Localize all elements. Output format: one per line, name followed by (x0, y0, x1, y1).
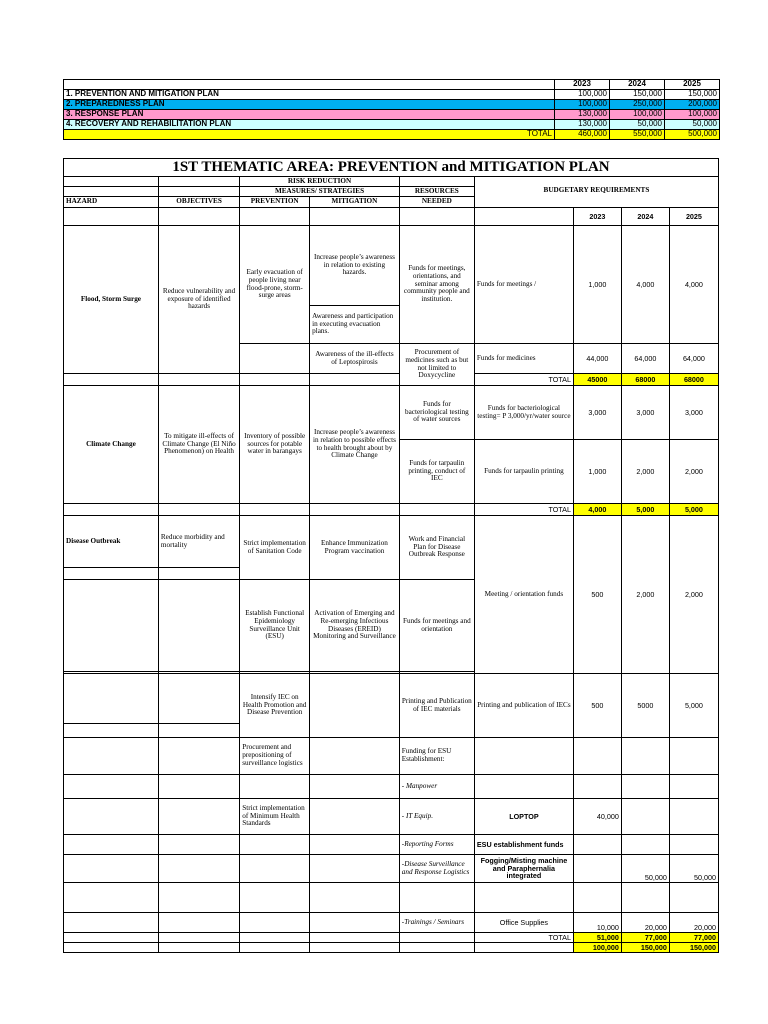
year-header: 2023 (573, 208, 621, 226)
climate-total: 4,000 (573, 504, 621, 516)
summary-year: 2025 (665, 80, 720, 90)
hazard-climate-change: Climate Change (64, 386, 159, 504)
objectives-header: OBJECTIVES (158, 197, 239, 208)
summary-header-row (64, 80, 720, 90)
prevention-mitigation-table: 1ST THEMATIC AREA: PREVENTION and MITIGATION PLAN RISK REDUCTION BUDGETARY REQUIREMENTS MEASURES/ STRATEGIES RESOURCES HAZARD OBJECTIVES PREVENTION MITIGATION NEEDED 2023 2024 2025 Flood, Storm Surge Reduce vulnerability and exposure of identified hazards Early evacuation of people living near flood-prone, storm-surge areas Increase people’s awareness in relation to existing hazards. Funds for meetings, orientations, and seminar among community people and institution. Funds for meetings / 1,000 4,000 4,000 Awareness and participation in executing evacuation plans. Awareness of the ill-effects of Leptospirosis Procurement of medicines such as but not limited to Doxycycline Funds for medicines 44,000 64,000 64,000 TOTAL 45000 68000 68000 Climate Change To mitigate ill-effects of Climate Change (El Niño Phenomenon) on Health Inventory of possible sources for potable water in barangays Increase people’s awareness in relation to possible effects to health brought about by Climate Change Funds for bacteriological testing of water sources Funds for bacteriological testing= P 3,000/yr/water source 3,000 3,000 3,000 Funds for tarpaulin printing, conduct of IEC Funds for tarpaulin printing 1,000 2,000 2,000 TOTAL 4,000 5,000 5,000 Disease Outbreak Reduce morbidity and mortality Strict implementation of Sanitation Code Enhance Immunization Program vaccination Work and Financial Plan for Disease Outbreak Response Meeting / orientation funds 500 2,000 2,000 Establish Functional Epidemiology Surveillance Unit (ESU) Activation of Emerging and Re-emerging Infectious Diseases (EREID) Monitoring and Surveillance Funds for meetings and orientation Intensify IEC on Health Promotion and Disease Prevention Printing and Publication of IEC materials Printing and publication of IECs 500 5000 5,000 Procurement and prepositioning of surveillance logistics Funding for ESU Establishment: - Manpower Strict implementation of Minimum Health Standards - IT Equip. LOPTOP 40,000 -Reporting Forms ESU establishment funds -Disease Surveillance and Response Logistics Fogging/Misting machine and Paraphernalia integrated 50,000 50,000 -Trainings / Seminars Office Supplies 10,000 20,000 20,000 TOTAL 51,000 77,000 77,000 100,000 150,000 150,000 (63, 158, 719, 953)
flood-total: 45000 (573, 374, 621, 386)
hazard-disease-outbreak: Disease Outbreak (64, 516, 159, 568)
grand-total: 100,000 (573, 943, 621, 953)
needed-header: NEEDED (399, 197, 474, 208)
hazard-flood: Flood, Storm Surge (64, 226, 159, 374)
risk-reduction-header: RISK REDUCTION (240, 177, 400, 187)
summary-row-preparedness: 2. PREPAREDNESS PLAN 100,000 250,000 200,000 (64, 100, 720, 110)
hazard-header: HAZARD (64, 197, 159, 208)
year-header: 2025 (669, 208, 718, 226)
page-title: 1ST THEMATIC AREA: PREVENTION and MITIGATION PLAN (64, 159, 719, 177)
resources-header: RESOURCES (399, 187, 474, 197)
summary-year: 2023 (555, 80, 610, 90)
measures-header: MEASURES/ STRATEGIES (240, 187, 400, 197)
summary-year: 2024 (610, 80, 665, 90)
mitigation-header: MITIGATION (310, 197, 400, 208)
budget-summary-table (63, 79, 720, 140)
summary-total-row: TOTAL 460,000 550,000 500,000 (64, 130, 720, 140)
disease-total: 51,000 (573, 933, 621, 943)
summary-row-response: 3. RESPONSE PLAN 130,000 100,000 100,000 (64, 110, 720, 120)
budgetary-header: BUDGETARY REQUIREMENTS (474, 177, 718, 208)
year-header: 2024 (621, 208, 669, 226)
prevention-header: PREVENTION (240, 197, 310, 208)
summary-row-prevention: 1. PREVENTION AND MITIGATION PLAN 100,000 150,000 150,000 (64, 90, 720, 100)
summary-row-recovery: 4. RECOVERY AND REHABILITATION PLAN 130,000 50,000 50,000 (64, 120, 720, 130)
